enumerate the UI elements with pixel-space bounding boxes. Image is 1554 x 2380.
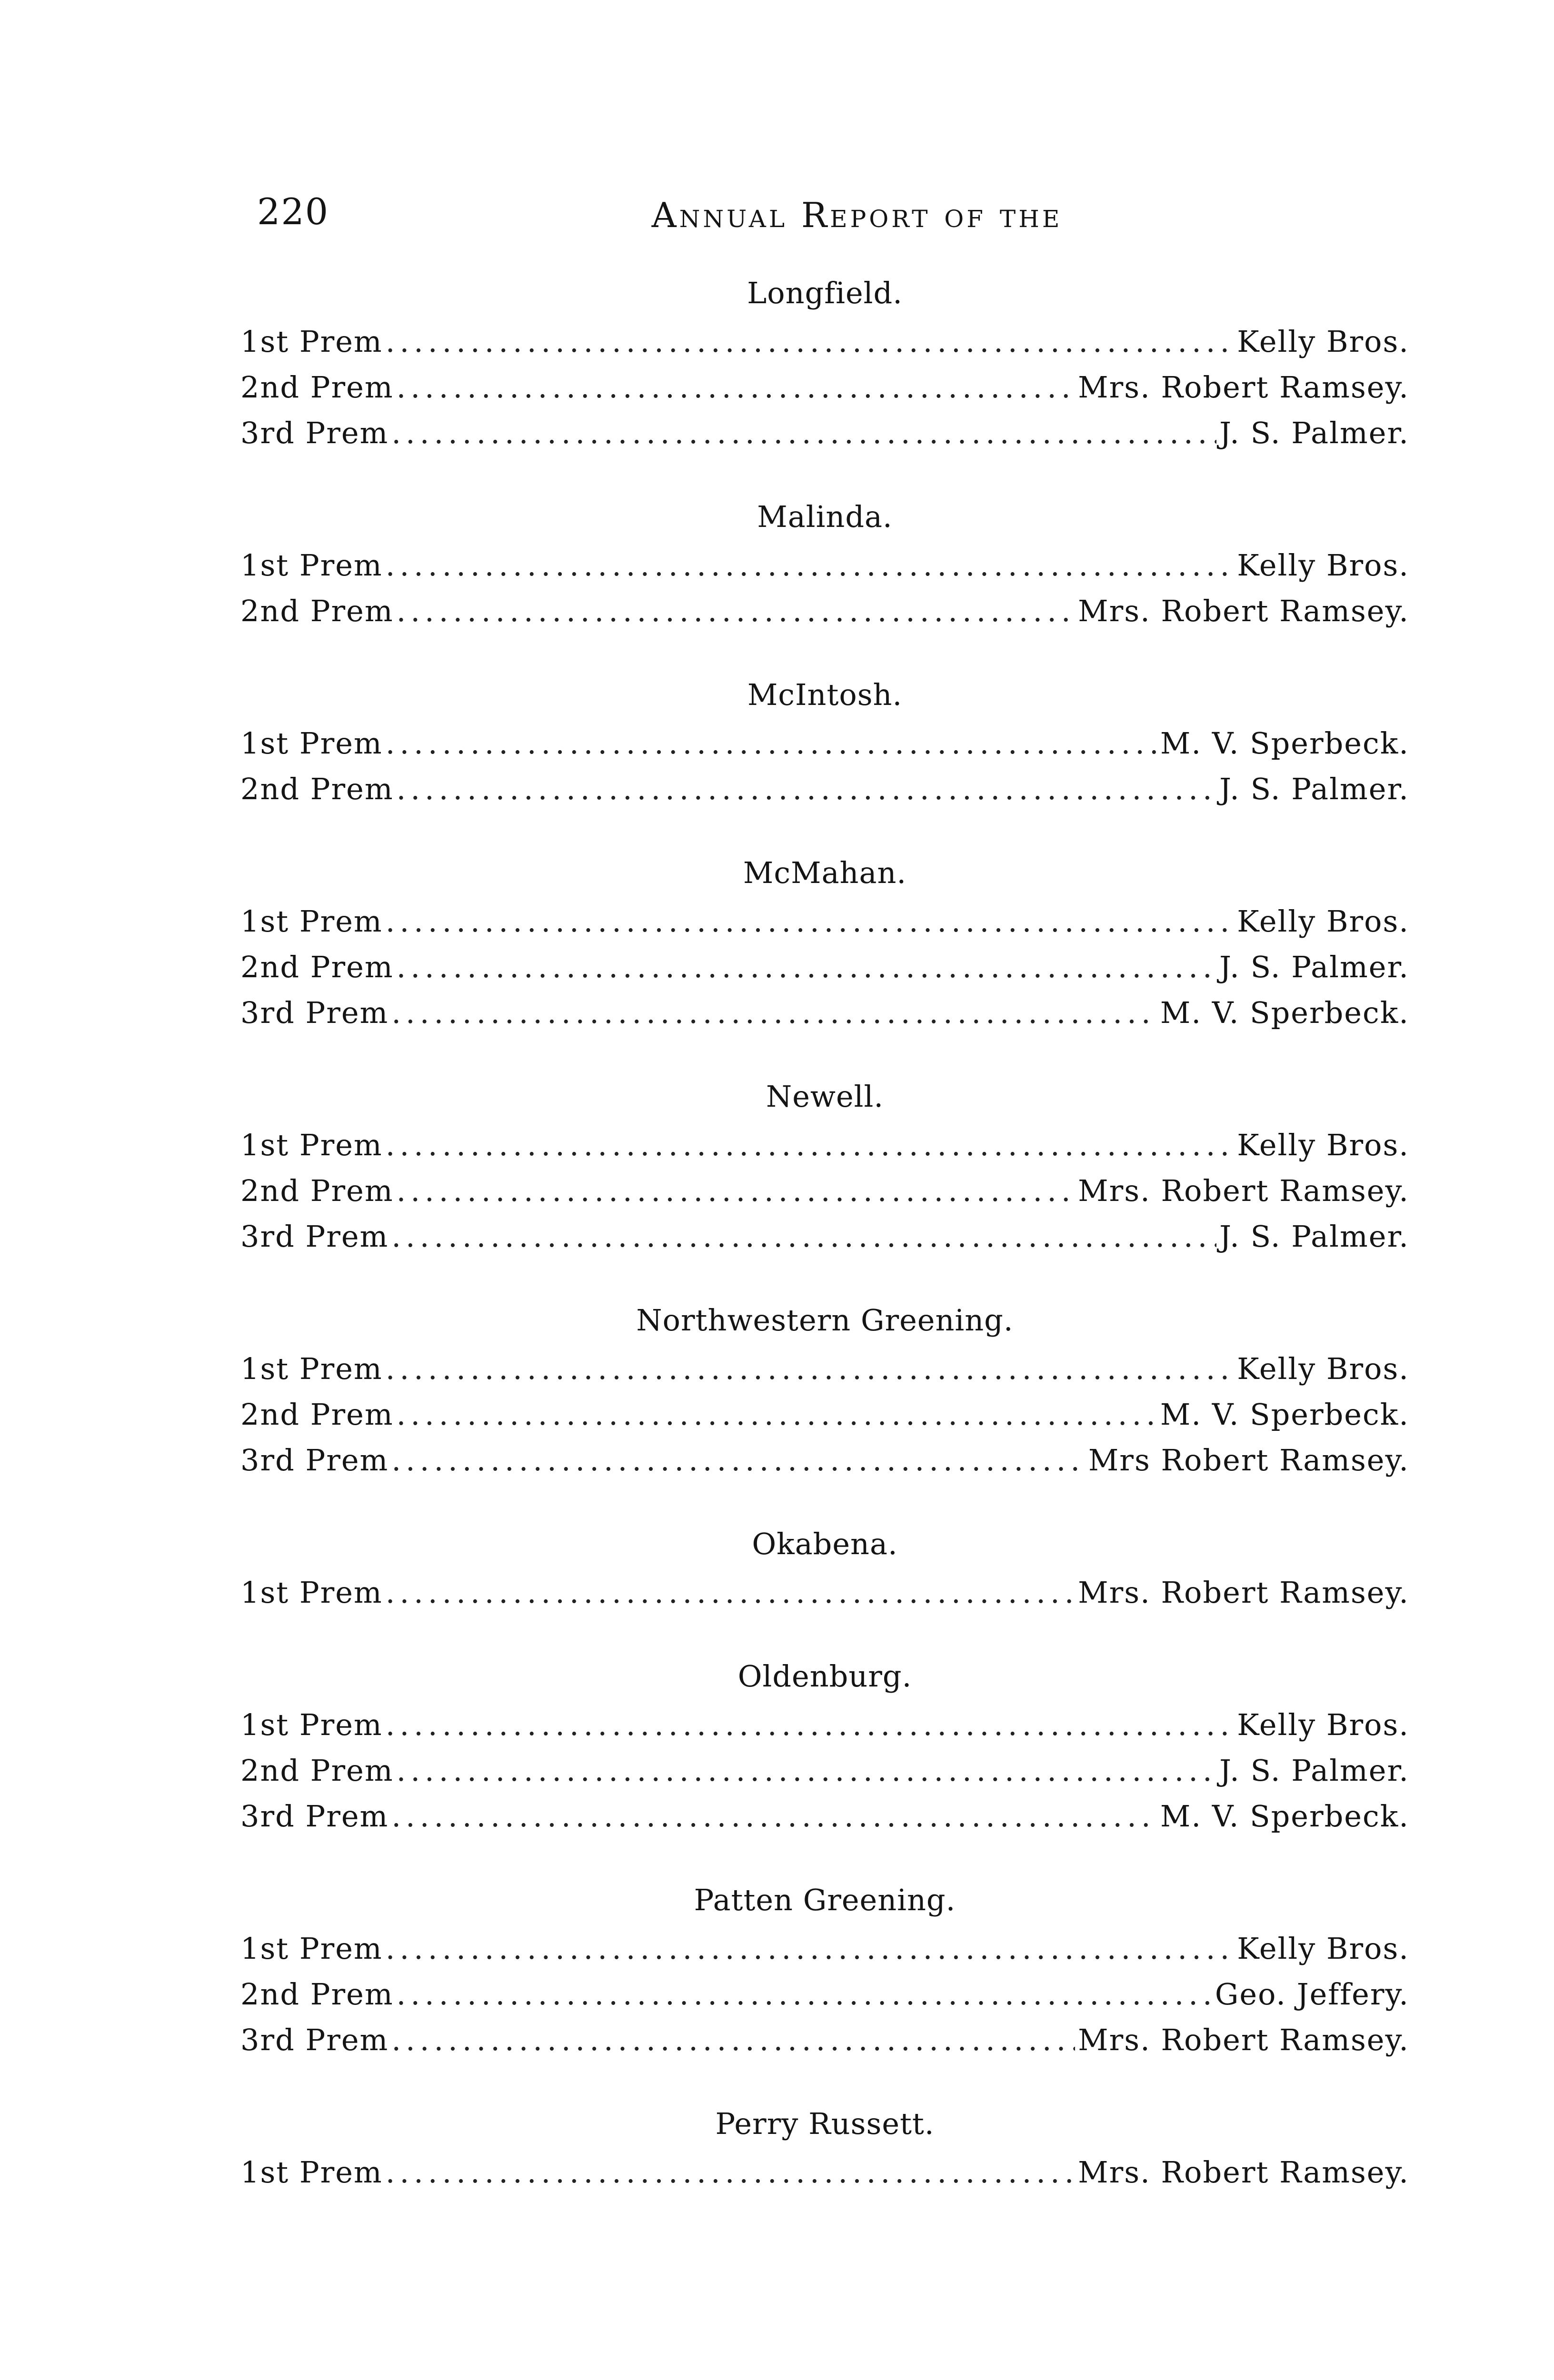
variety-section <box>240 276 1409 456</box>
variety-section <box>240 1527 1409 1616</box>
premium-rank: 1st Prem <box>240 1128 383 1162</box>
premium-winner: Kelly Bros. <box>1237 1351 1409 1386</box>
premium-winner: J. S. Palmer. <box>1219 950 1409 984</box>
premium-winner: M. V. Sperbeck. <box>1160 1397 1409 1432</box>
premium-winner: J. S. Palmer. <box>1219 772 1409 806</box>
dot-leader <box>397 1392 1157 1438</box>
premium-entry <box>240 899 1409 944</box>
premium-rank: 3rd Prem <box>240 1219 389 1254</box>
premium-rank: 1st Prem <box>240 1707 383 1742</box>
variety-title: McIntosh. <box>747 677 903 712</box>
dot-leader <box>386 1926 1234 1972</box>
premium-entry <box>240 588 1409 634</box>
premium-entry <box>240 2017 1409 2063</box>
premium-entry <box>240 1570 1409 1616</box>
premium-rank: 2nd Prem <box>240 594 394 628</box>
premium-entry <box>240 1214 1409 1259</box>
variety-title: Patten Greening. <box>694 1883 956 1917</box>
premium-entry <box>240 1794 1409 1839</box>
premium-winner: Geo. Jeffery. <box>1215 1977 1409 2012</box>
premium-rank: 1st Prem <box>240 2155 383 2190</box>
premium-entry <box>240 1122 1409 1168</box>
premium-rank: 3rd Prem <box>240 995 389 1030</box>
premium-entry <box>240 721 1409 766</box>
premium-winner: Kelly Bros. <box>1237 1128 1409 1162</box>
dot-leader <box>386 721 1157 766</box>
variety-title: Malinda. <box>757 499 893 534</box>
premium-winner: Mrs. Robert Ramsey. <box>1078 1575 1409 1610</box>
premium-winner: M. V. Sperbeck. <box>1160 995 1409 1030</box>
premium-rank: 2nd Prem <box>240 950 394 984</box>
dot-leader <box>397 1168 1076 1214</box>
variety-section <box>240 1080 1409 1259</box>
variety-title: Longfield. <box>747 276 903 310</box>
dot-leader <box>391 2017 1075 2063</box>
premium-entry <box>240 1438 1409 1483</box>
premium-winner: Mrs. Robert Ramsey. <box>1078 2155 1409 2190</box>
dot-leader <box>397 766 1216 812</box>
premium-entry <box>240 365 1409 410</box>
variety-section <box>240 1659 1409 1839</box>
variety-title: McMahan. <box>743 855 907 890</box>
dot-leader <box>386 543 1234 588</box>
variety-section <box>240 678 1409 812</box>
premium-entry <box>240 543 1409 588</box>
dot-leader <box>386 2150 1075 2195</box>
premium-winner: J. S. Palmer. <box>1219 1219 1409 1254</box>
premium-rank: 2nd Prem <box>240 370 394 405</box>
dot-leader <box>397 944 1216 990</box>
variety-title: Northwestern Greening. <box>636 1303 1014 1338</box>
premium-entry <box>240 1392 1409 1438</box>
premium-entry <box>240 766 1409 812</box>
premium-winner: J. S. Palmer. <box>1219 416 1409 450</box>
premium-entry <box>240 1702 1409 1748</box>
premium-rank: 2nd Prem <box>240 1977 394 2012</box>
premium-entry <box>240 1346 1409 1392</box>
dot-leader <box>391 990 1157 1036</box>
variety-section <box>240 2107 1409 2195</box>
premium-entry <box>240 410 1409 456</box>
page-header <box>257 190 1428 243</box>
premium-rank: 3rd Prem <box>240 1443 389 1478</box>
premium-winner: Kelly Bros. <box>1237 548 1409 583</box>
premium-winner: Mrs. Robert Ramsey. <box>1078 1173 1409 1208</box>
dot-leader <box>386 1122 1234 1168</box>
dot-leader <box>386 899 1234 944</box>
variety-section <box>240 1883 1409 2063</box>
premium-winner: Mrs Robert Ramsey. <box>1088 1443 1409 1478</box>
premium-entry <box>240 2150 1409 2195</box>
premium-rank: 1st Prem <box>240 324 383 359</box>
premium-rank: 3rd Prem <box>240 416 389 450</box>
premium-rank: 1st Prem <box>240 548 383 583</box>
premium-list <box>240 276 1409 2239</box>
dot-leader <box>386 1702 1234 1748</box>
dot-leader <box>397 365 1076 410</box>
premium-rank: 1st Prem <box>240 1351 383 1386</box>
premium-rank: 2nd Prem <box>240 772 394 806</box>
premium-entry <box>240 944 1409 990</box>
dot-leader <box>397 1972 1212 2017</box>
variety-section <box>240 856 1409 1036</box>
premium-entry <box>240 319 1409 365</box>
premium-rank: 2nd Prem <box>240 1397 394 1432</box>
premium-winner: Kelly Bros. <box>1237 324 1409 359</box>
premium-rank: 1st Prem <box>240 1931 383 1966</box>
dot-leader <box>386 1346 1234 1392</box>
variety-title: Okabena. <box>752 1527 898 1561</box>
premium-rank: 3rd Prem <box>240 2023 389 2057</box>
variety-section <box>240 1303 1409 1483</box>
dot-leader <box>386 1570 1075 1616</box>
premium-rank: 1st Prem <box>240 1575 383 1610</box>
premium-rank: 1st Prem <box>240 726 383 761</box>
premium-entry <box>240 1168 1409 1214</box>
dot-leader <box>397 1748 1216 1794</box>
premium-winner: Mrs. Robert Ramsey. <box>1078 2023 1409 2057</box>
dot-leader <box>391 1794 1157 1839</box>
page-number: 220 <box>257 190 329 233</box>
premium-entry <box>240 1748 1409 1794</box>
variety-section <box>240 500 1409 634</box>
premium-winner: Mrs. Robert Ramsey. <box>1078 594 1409 628</box>
premium-winner: Kelly Bros. <box>1237 1931 1409 1966</box>
dot-leader <box>397 588 1076 634</box>
variety-title: Perry Russett. <box>715 2106 935 2141</box>
premium-winner: Mrs. Robert Ramsey. <box>1078 370 1409 405</box>
dot-leader <box>391 1438 1086 1483</box>
premium-rank: 3rd Prem <box>240 1799 389 1834</box>
premium-winner: J. S. Palmer. <box>1219 1753 1409 1788</box>
premium-entry <box>240 1926 1409 1972</box>
premium-rank: 1st Prem <box>240 904 383 939</box>
premium-entry <box>240 1972 1409 2017</box>
premium-rank: 2nd Prem <box>240 1753 394 1788</box>
dot-leader <box>391 1214 1216 1259</box>
premium-winner: M. V. Sperbeck. <box>1160 726 1409 761</box>
premium-winner: Kelly Bros. <box>1237 904 1409 939</box>
premium-entry <box>240 990 1409 1036</box>
running-head: Annual Report of the <box>651 195 1063 235</box>
premium-winner: M. V. Sperbeck. <box>1160 1799 1409 1834</box>
premium-winner: Kelly Bros. <box>1237 1707 1409 1742</box>
premium-rank: 2nd Prem <box>240 1173 394 1208</box>
dot-leader <box>386 319 1234 365</box>
variety-title: Oldenburg. <box>737 1659 912 1694</box>
dot-leader <box>391 410 1216 456</box>
variety-title: Newell. <box>766 1079 884 1114</box>
